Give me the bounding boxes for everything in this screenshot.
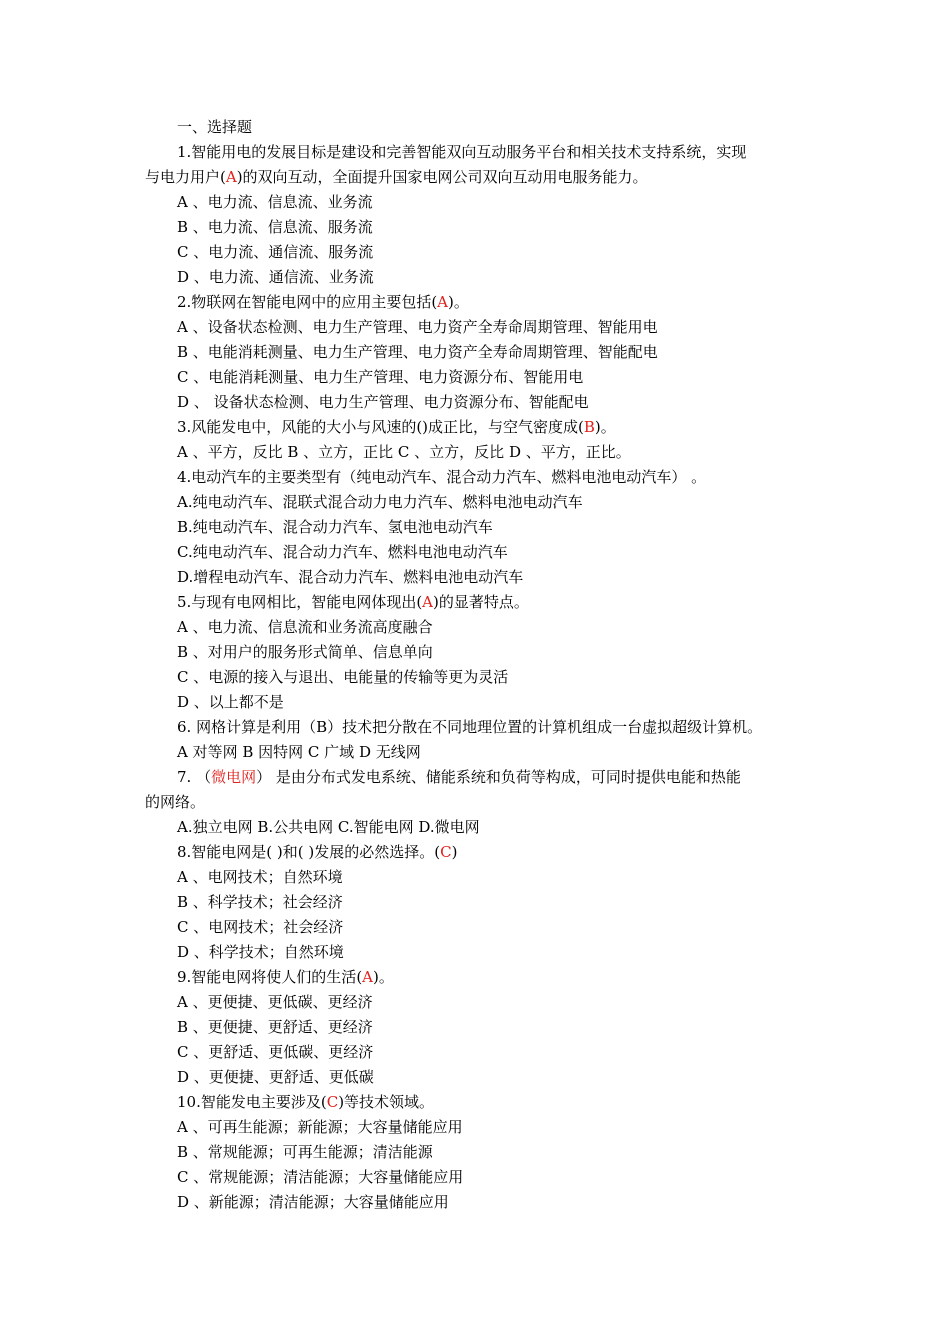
option: B 、电力流、信息流、服务流 bbox=[177, 218, 373, 236]
option: D 、科学技术；自然环境 bbox=[177, 943, 344, 961]
option: A 、可再生能源；新能源；大容量储能应用 bbox=[177, 1118, 463, 1136]
option: D 、 设备状态检测、电力生产管理、电力资源分布、智能配电 bbox=[177, 393, 589, 411]
document-body bbox=[145, 115, 815, 1215]
answer-8: C bbox=[440, 843, 452, 861]
answer-5: A bbox=[422, 593, 434, 611]
option: A 、更便捷、更低碳、更经济 bbox=[177, 993, 373, 1011]
option: A 、电网技术；自然环境 bbox=[177, 868, 343, 886]
question-4: 4.电动汽车的主要类型有（纯电动汽车、混合动力汽车、燃料电池电动汽车） 。 bbox=[177, 468, 707, 486]
option: C 、更舒适、更低碳、更经济 bbox=[177, 1043, 374, 1061]
answer-10: C bbox=[326, 1093, 339, 1111]
question-7-line-1: 7. （微电网） 是由分布式发电系统、储能系统和负荷等构成，可同时提供电能和热能 bbox=[177, 768, 741, 786]
answer-3: B bbox=[583, 418, 595, 436]
answer-2: A bbox=[437, 293, 449, 311]
question-9: 9.智能电网将使人们的生活(A)。 bbox=[177, 968, 394, 986]
option: D 、以上都不是 bbox=[177, 693, 284, 711]
question-5: 5.与现有电网相比，智能电网体现出(A)的显著特点。 bbox=[177, 593, 529, 611]
question-6: 6. 网格计算是利用（B）技术把分散在不同地理位置的计算机组成一台虚拟超级计算机。 bbox=[177, 718, 763, 736]
question-1-line-2: 与电力用户(A)的双向互动，全面提升国家电网公司双向互动用电服务能力。 bbox=[145, 168, 648, 186]
option-line: A 对等网 B 因特网 C 广域 D 无线网 bbox=[177, 743, 421, 761]
question-2: 2.物联网在智能电网中的应用主要包括(A)。 bbox=[177, 293, 469, 311]
answer-1: A bbox=[225, 168, 237, 186]
option: D 、电力流、通信流、业务流 bbox=[177, 268, 374, 286]
question-7-line-2: 的网络。 bbox=[145, 793, 206, 811]
answer-9: A bbox=[362, 968, 374, 986]
option: A 、设备状态检测、电力生产管理、电力资产全寿命周期管理、智能用电 bbox=[177, 318, 658, 336]
option: B 、常规能源；可再生能源；清洁能源 bbox=[177, 1143, 433, 1161]
option: B 、对用户的服务形式简单、信息单向 bbox=[177, 643, 433, 661]
option: C 、电能消耗测量、电力生产管理、电力资源分布、智能用电 bbox=[177, 368, 584, 386]
question-8: 8.智能电网是( )和( )发展的必然选择。(C) bbox=[177, 843, 458, 861]
section-title: 一、选择题 bbox=[177, 118, 253, 136]
option: C 、常规能源；清洁能源；大容量储能应用 bbox=[177, 1168, 464, 1186]
option: B 、电能消耗测量、电力生产管理、电力资产全寿命周期管理、智能配电 bbox=[177, 343, 658, 361]
option: B 、更便捷、更舒适、更经济 bbox=[177, 1018, 373, 1036]
question-1-line-1: 1.智能用电的发展目标是建设和完善智能双向互动服务平台和相关技术支持系统，实现 bbox=[177, 143, 747, 161]
option: D.增程电动汽车、混合动力汽车、燃料电池电动汽车 bbox=[177, 568, 524, 586]
option: C 、电网技术；社会经济 bbox=[177, 918, 344, 936]
option: D 、新能源；清洁能源；大容量储能应用 bbox=[177, 1193, 449, 1211]
question-10: 10.智能发电主要涉及(C)等技术领域。 bbox=[177, 1093, 435, 1111]
option: A.纯电动汽车、混联式混合动力电力汽车、燃料电池电动汽车 bbox=[177, 493, 583, 511]
option: B.纯电动汽车、混合动力汽车、氢电池电动汽车 bbox=[177, 518, 493, 536]
option-line: A.独立电网 B.公共电网 C.智能电网 D.微电网 bbox=[177, 818, 480, 836]
question-3: 3.风能发电中，风能的大小与风速的()成正比，与空气密度成(B)。 bbox=[177, 418, 616, 436]
option: B 、科学技术；社会经济 bbox=[177, 893, 343, 911]
option: C 、电源的接入与退出、电能量的传输等更为灵活 bbox=[177, 668, 509, 686]
option: C.纯电动汽车、混合动力汽车、燃料电池电动汽车 bbox=[177, 543, 508, 561]
option: C 、电力流、通信流、服务流 bbox=[177, 243, 374, 261]
answer-7: 微电网 bbox=[211, 768, 257, 786]
option: D 、更便捷、更舒适、更低碳 bbox=[177, 1068, 374, 1086]
option-line: A 、平方，反比 B 、立方，正比 C 、立方，反比 D 、平方，正比。 bbox=[177, 443, 631, 461]
option: A 、电力流、信息流、业务流 bbox=[177, 193, 373, 211]
option: A 、电力流、信息流和业务流高度融合 bbox=[177, 618, 433, 636]
